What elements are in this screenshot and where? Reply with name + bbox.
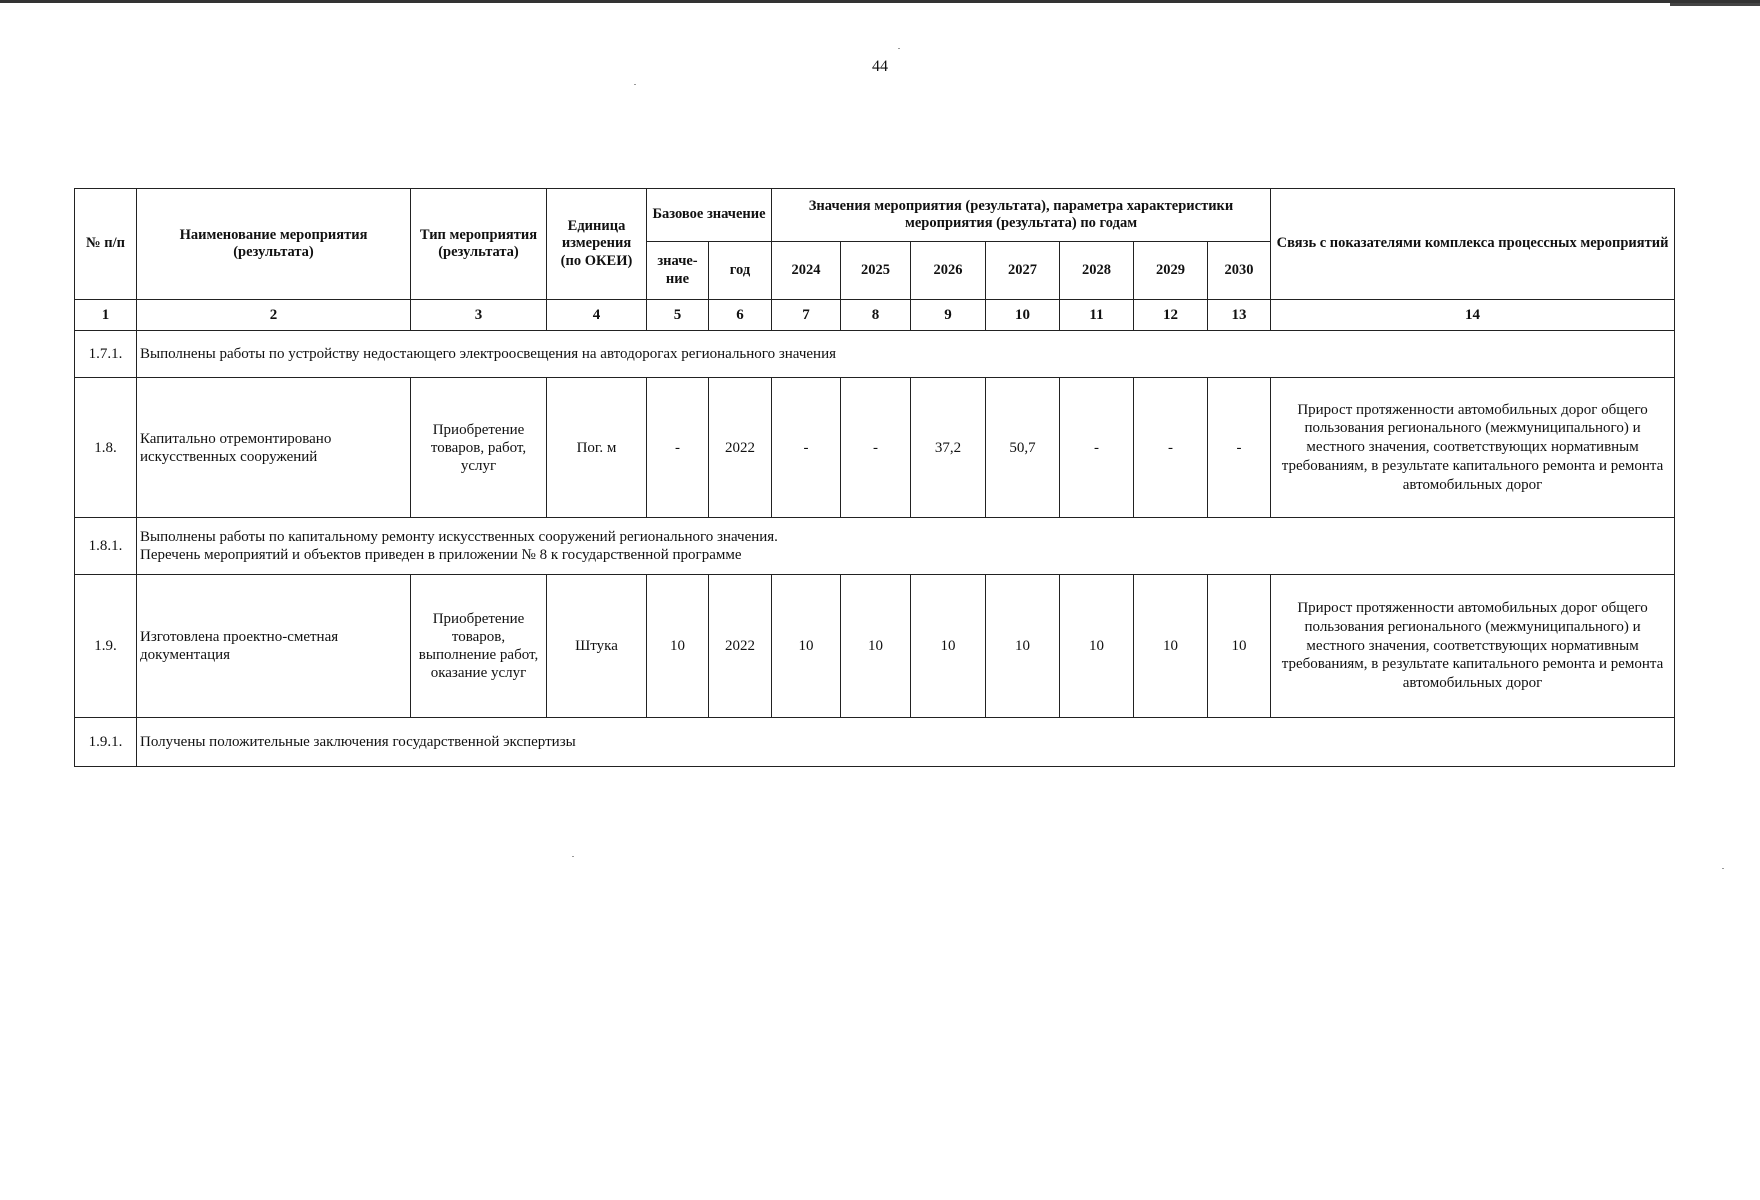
column-number: 4 <box>547 300 647 331</box>
column-number: 3 <box>411 300 547 331</box>
column-number: 14 <box>1271 300 1675 331</box>
subtask-text <box>137 518 1675 575</box>
top-border-line-right <box>1670 3 1760 6</box>
year-value: 10 <box>1060 575 1134 718</box>
measure-type: Приобретение товаров, работ, услуг <box>411 378 547 518</box>
subtask-text-line: Перечень мероприятий и объектов приведен в приложении № 8 к государственной программе <box>140 547 742 563</box>
header-base: Базовое значение <box>647 189 772 242</box>
header-values-by-year: Значения мероприятия (результата), параметра характеристики мероприятия (результата) по годам <box>772 189 1271 242</box>
header-base-year: год <box>709 242 772 300</box>
table-row-1-9-1 <box>75 718 1675 767</box>
measure-name: Капитально отремонтировано искусственных сооружений <box>137 378 411 518</box>
linked-indicator: Прирост протяженности автомобильных дорог общего пользования регионального (межмуниципального) и местного значения, соответствующих нормативным требованиям, в результате капитального ремонта и ремонта автомобильных дорог <box>1271 575 1675 718</box>
year-value: - <box>772 378 841 518</box>
measure-type: Приобретение товаров, выполнение работ, оказание услуг <box>411 575 547 718</box>
year-value: 10 <box>1208 575 1271 718</box>
row-number: 1.9. <box>75 575 137 718</box>
header-year: 2024 <box>772 242 841 300</box>
header-unit: Единица измерения (по ОКЕИ) <box>547 189 647 300</box>
header-year: 2028 <box>1060 242 1134 300</box>
header-year: 2029 <box>1134 242 1208 300</box>
year-value: 50,7 <box>986 378 1060 518</box>
header-year: 2027 <box>986 242 1060 300</box>
header-year: 2026 <box>911 242 986 300</box>
measure-unit: Штука <box>547 575 647 718</box>
column-number: 5 <box>647 300 709 331</box>
table-row-1-7-1 <box>75 331 1675 378</box>
column-number: 9 <box>911 300 986 331</box>
column-number: 7 <box>772 300 841 331</box>
year-value: - <box>1208 378 1271 518</box>
base-value: 10 <box>647 575 709 718</box>
subtask-text: Выполнены работы по устройству недостающего электроосвещения на автодорогах регионального значения <box>137 331 1675 378</box>
column-number: 2 <box>137 300 411 331</box>
column-numbers-row <box>75 300 1675 331</box>
scan-speck <box>572 856 574 857</box>
year-value: - <box>841 378 911 518</box>
column-number: 1 <box>75 300 137 331</box>
base-year: 2022 <box>709 575 772 718</box>
year-value: - <box>1134 378 1208 518</box>
subtask-text-line: Выполнены работы по капитальному ремонту искусственных сооружений регионального значения. <box>140 529 778 545</box>
scan-speck <box>634 84 636 85</box>
header-year: 2030 <box>1208 242 1271 300</box>
subtask-text: Получены положительные заключения государственной экспертизы <box>137 718 1675 767</box>
column-number: 12 <box>1134 300 1208 331</box>
column-number: 11 <box>1060 300 1134 331</box>
year-value: 37,2 <box>911 378 986 518</box>
year-value: 10 <box>986 575 1060 718</box>
row-number: 1.7.1. <box>75 331 137 378</box>
year-value: 10 <box>1134 575 1208 718</box>
year-value: - <box>1060 378 1134 518</box>
row-number: 1.9.1. <box>75 718 137 767</box>
header-base-value: значе-ние <box>647 242 709 300</box>
scan-speck <box>898 48 900 49</box>
base-year: 2022 <box>709 378 772 518</box>
header-num: № п/п <box>75 189 137 300</box>
year-value: 10 <box>772 575 841 718</box>
header-name: Наименование мероприятия (результата) <box>137 189 411 300</box>
base-value: - <box>647 378 709 518</box>
row-number: 1.8. <box>75 378 137 518</box>
header-type: Тип мероприятия (результата) <box>411 189 547 300</box>
column-number: 6 <box>709 300 772 331</box>
row-number: 1.8.1. <box>75 518 137 575</box>
header-link: Связь с показателями комплекса процессных мероприятий <box>1271 189 1675 300</box>
header-row-1 <box>75 189 1675 242</box>
year-value: 10 <box>911 575 986 718</box>
column-number: 8 <box>841 300 911 331</box>
header-year: 2025 <box>841 242 911 300</box>
table-row-1-8-1 <box>75 518 1675 575</box>
column-number: 13 <box>1208 300 1271 331</box>
year-value: 10 <box>841 575 911 718</box>
column-number: 10 <box>986 300 1060 331</box>
scan-speck <box>1722 868 1724 869</box>
program-measures-table <box>74 188 1675 767</box>
measure-name: Изготовлена проектно-сметная документация <box>137 575 411 718</box>
linked-indicator: Прирост протяженности автомобильных дорог общего пользования регионального (межмуниципального) и местного значения, соответствующих нормативным требованиям, в результате капитального ремонта и ремонта автомобильных дорог <box>1271 378 1675 518</box>
table-row-1-9 <box>75 575 1675 718</box>
top-border-line <box>0 0 1760 3</box>
measure-unit: Пог. м <box>547 378 647 518</box>
page-number: 44 <box>872 58 888 75</box>
table-row-1-8 <box>75 378 1675 518</box>
